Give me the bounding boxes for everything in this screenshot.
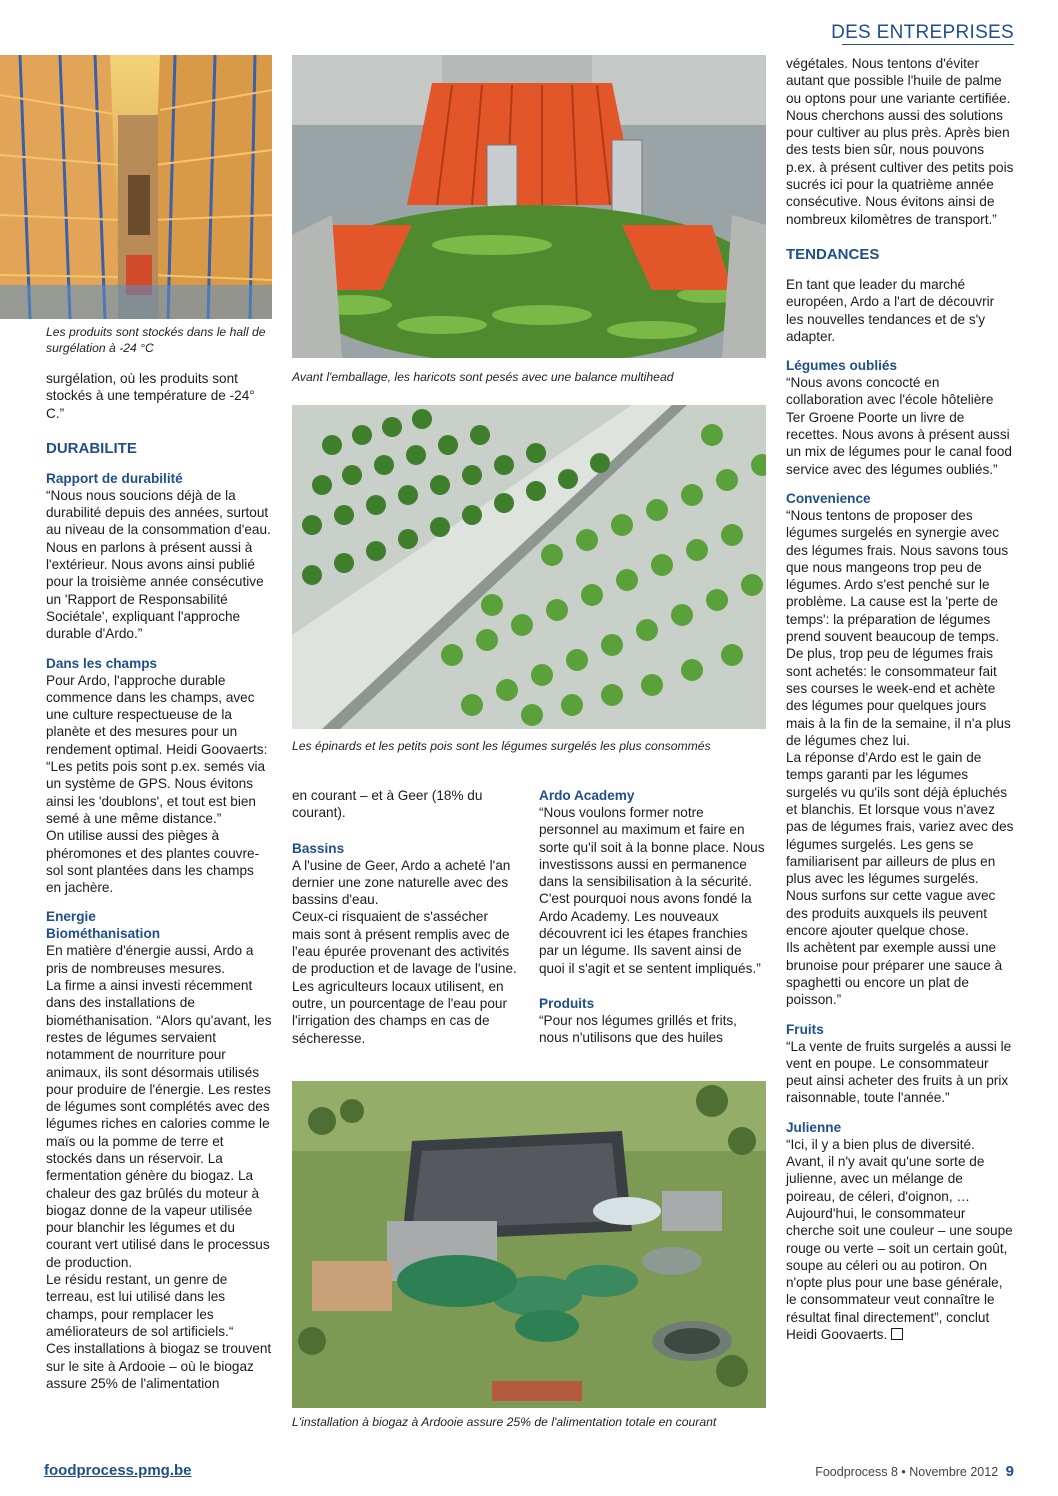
oublies-text: “Nous avons concocté en collaboration avec l'école hôtelière Ter Groene Poorte un livre de recettes. Nous avons à présent aussi un mix de légumes pour le canal food service avec des légumes oubliés.” (786, 375, 1012, 477)
produits-heading: Produits (539, 995, 595, 1011)
academy-heading: Ardo Academy (539, 788, 635, 803)
end-mark-icon (891, 1328, 903, 1340)
rapport-text: “Nous nous soucions déjà de la durabilité depuis des années, surtout au niveau de la consommation d'eau. Nous en parlons à présent aussi à l'extérieur. Nous avons ainsi publié pour la troisième année consécutive un 'Rapport de Responsabilité Sociétale', expliquant l'approche durable d'Ardo.” (46, 487, 271, 642)
convenience-heading: Convenience (786, 490, 871, 506)
biogas-caption: L'installation à biogaz à Ardooie assure 25% de l'alimentation totale en courant (292, 1415, 717, 1429)
bio-text-2: La firme a ainsi investi récemment dans des installations de biométhanisation. “Alors qu'avant, les restes de légumes servaient notamment de nourriture pour animaux, ils sont désormais utilisés pour produire de l'énergie. Les restes de légumes sont complétés avec des légumes riches en calories comme le maïs ou la pomme de terre et stockés dans un réservoir. La fermentation génère du biogaz. La chaleur des gaz brûlés du moteur à biogaz donne de la vapeur utilisée pour blanchir les légumes et du courant vert utilisé dans le processus de production. (46, 978, 272, 1270)
energie-heading: Energie (46, 909, 96, 925)
weigher-caption: Avant l'emballage, les haricots sont pesés avec une balance multihead (292, 370, 674, 384)
convenience-text-3: Ils achètent par exemple aussi une brunoise pour préparer une sauce à spaghetti ou encore un plat de poisson.” (786, 940, 1003, 1008)
bassins-text-3: Les agriculteurs locaux utilisent, en outre, un pourcentage de l'eau pour l'irrigation des champs en cas de sécheresse. (292, 978, 507, 1046)
page-number: 9 (1005, 1463, 1014, 1480)
col4-continued: végétales. Nous tentons d'éviter autant que possible l'huile de palme ou optons pour une variante certifiée. Nous cherchons aussi des solutions pour cultiver au plus près. Après bien des tests bien sûr, nous pouvons p.ex. à présent cultiver des petits pois sucrés ici pour la quatrième année consécutive. Nous évitons ainsi de nombreux kilomètres de transport.” (786, 56, 1014, 227)
bassins-text-2: Ceux-ci risquaient de s'assécher mais sont à présent remplis avec de l'eau épurée provenant des activités de production et de lavage de l'usine. (292, 909, 517, 977)
warehouse-photo (0, 55, 272, 319)
produits-text: “Pour nos légumes grillés et frits, nous n'utilisons que des huiles (539, 1012, 737, 1046)
column-4 (786, 55, 1014, 1343)
champs-text-2: On utilise aussi des pièges à phéromones et des plantes couvre-sol sont plantées dans les champs en jachère. (46, 828, 260, 896)
tendances-text: En tant que leader du marché européen, Ardo a l'art de découvrir les nouvelles tendances et de s'y adapter. (786, 276, 995, 344)
convenience-text-1: “Nous tentons de proposer des légumes surgelés en synergie avec des légumes frais. Nous savons tous que nous mangeons trop peu de légumes. Ardo s'est penché sur le problème. La cause est la 'perte de temps': la préparation de légumes prend souvent beaucoup de temps. De plus, trop peu de légumes frais sont achetés: le consommateur fait ses courses le week-end et achète des légumes pour quelques jours mais à la fin de la semaine, il n'a plus de légumes chez lui. (786, 507, 1011, 748)
bio-text-1: En matière d'énergie aussi, Ardo a pris de nombreuses mesures. (46, 943, 254, 976)
champs-text-1: Pour Ardo, l'approche durable commence dans les champs, avec une culture respectueuse de la planète et des mesures pour un rendement optimal. Heidi Goovaerts: “Les petits pois sont p.ex. semés via un système de GPS. Nous évitons ainsi les 'doublons', et tout est bien semé à une même distance.” (46, 672, 268, 826)
weigher-photo (292, 55, 766, 358)
biomethanisation-heading: Biométhanisation (46, 926, 161, 942)
spinach-caption: Les épinards et les petits pois sont les légumes surgelés les plus consommés (292, 739, 711, 753)
footer-url-link[interactable]: foodprocess.pmg.be (44, 1462, 192, 1479)
fruits-heading: Fruits (786, 1021, 824, 1037)
column-1 (46, 370, 272, 1392)
col1-intro: surgélation, où les produits sont stockés à une température de -24° C.” (46, 371, 255, 421)
bio-text-3: Le résidu restant, un genre de terreau, est lui utilisé dans les champs, pour remplacer les améliorateurs de sol artificiels.“ (46, 1272, 234, 1339)
julienne-paragraph (786, 1136, 1014, 1344)
footer-issue-info (815, 1463, 1014, 1480)
julienne-heading: Julienne (786, 1119, 842, 1135)
champs-heading: Dans les champs (46, 655, 158, 671)
spinach-photo (292, 405, 766, 729)
bio-text-4: Ces installations à biogaz se trouvent sur le site à Ardooie – où le biogaz assure 25% de l'alimentation (46, 1341, 272, 1391)
fruits-text: “La vente de fruits surgelés a aussi le vent en poupe. Le consommateur peut ainsi acheter des fruits à un prix raisonnable, toute l'année.” (786, 1038, 1012, 1106)
tendances-heading: TENDANCES (786, 245, 880, 263)
oublies-heading: Légumes oubliés (786, 358, 898, 374)
academy-text: “Nous voulons former notre personnel au maximum et faire en sorte qu'il soit à la bonne place. Nous investissons aussi en permanence dans la sensibilisation à la sécurité. C'est pourquoi nous avons fondé la Ardo Academy. Les nouveaux découvrent ici les étapes franchies par un légume. Ils savent ainsi de quoi il s'agit et se sentent impliqués.” (539, 805, 765, 976)
rapport-heading: Rapport de durabilité (46, 470, 183, 486)
col2-continued: en courant – et à Geer (18% du courant). (292, 788, 483, 821)
bassins-text-1: A l'usine de Geer, Ardo a acheté l'an dernier une zone naturelle avec des bassins d'eau. (292, 857, 511, 908)
convenience-text-2: La réponse d'Ardo est le gain de temps garanti par les légumes surgelés vu qu'ils sont déjà épluchés et blanchis. Et lorsque vous n'avez pas de légumes frais, variez avec des légumes surgelés. Les gens se familiarisent par ailleurs de plus en plus avec les légumes surgelés. Nous surfons sur cette vague avec des produits auxquels ils peuvent encore ajouter quelque chose. (786, 750, 1014, 939)
column-2 (292, 787, 518, 1047)
bassins-heading: Bassins (292, 840, 345, 856)
column-3 (539, 787, 765, 1047)
julienne-text: “Ici, il y a bien plus de diversité. Avant, il n'y avait qu'une sorte de julienne, avec un mélange de poireau, de céleri, d'oignon, … Aujourd'hui, le consommateur cherche soit une couleur – une soupe rouge ou verte – soit un certain goût, soupe au céleri ou au potiron. On n'opte plus pour une base générale, le consommateur veut connaître le résultat final directement”, conclut Heidi Goovaerts. (786, 1136, 1013, 1342)
section-header: DES ENTREPRISES (831, 22, 1014, 43)
biogas-photo (292, 1081, 766, 1408)
durabilite-heading: DURABILITE (46, 439, 137, 457)
warehouse-caption: Les produits sont stockés dans le hall de surgélation à -24 °C (46, 325, 266, 355)
footer-issue: Foodprocess 8 • Novembre 2012 (815, 1465, 999, 1479)
section-header-rule (842, 44, 1014, 45)
